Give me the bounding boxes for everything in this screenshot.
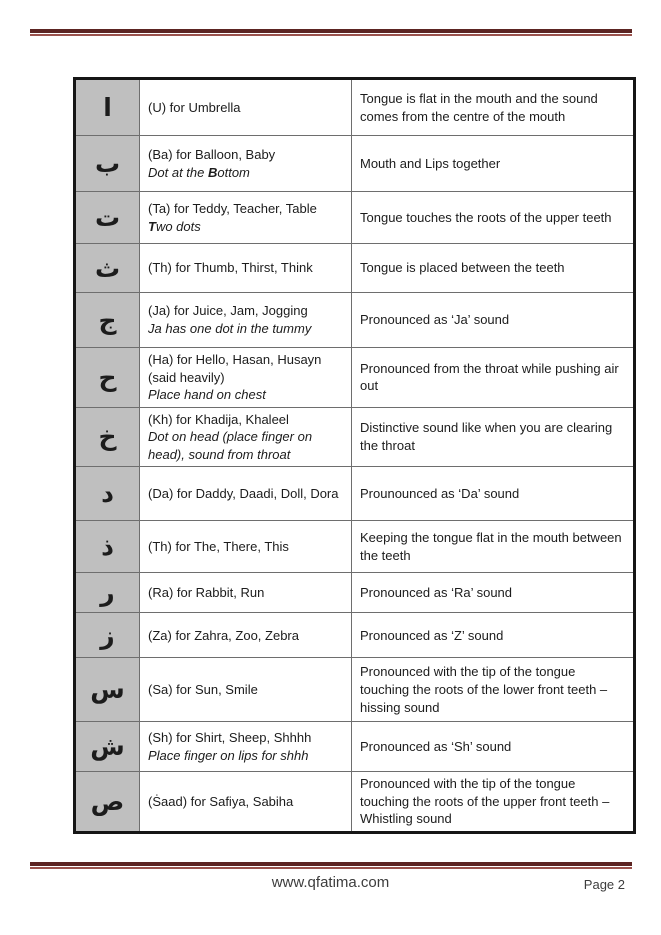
pronunciation-cell: Tongue touches the roots of the upper teeth: [352, 192, 635, 244]
pronunciation-cell: Tongue is placed between the teeth: [352, 244, 635, 293]
table-row: [75, 348, 635, 408]
pronunciation-cell: Pronounced from the throat while pushing air out: [352, 348, 635, 408]
mnemonic-text: (Kh) for Khadija, Khaleel: [148, 411, 289, 427]
header-rule: [30, 29, 632, 36]
mnemonic-text: (Da) for Daddy, Daadi, Doll, Dora: [148, 486, 339, 501]
arabic-letter-saad: ص: [75, 772, 140, 833]
mnemonic-note: Two dots: [148, 218, 201, 234]
table-row: [75, 573, 635, 613]
alphabet-table: [73, 77, 636, 834]
footer-page-number: Page 2: [583, 877, 625, 892]
mnemonic-cell: [140, 348, 352, 408]
arabic-letter-ta: ت: [75, 192, 140, 244]
mnemonic-text: (Ṡaad) for Safiya, Sabiha: [148, 793, 294, 809]
table-row: [75, 79, 635, 136]
mnemonic-cell: [140, 79, 352, 136]
arabic-letter-kha: خ: [75, 407, 140, 467]
footer-rule: [30, 862, 632, 869]
mnemonic-text: (Za) for Zahra, Zoo, Zebra: [148, 627, 299, 643]
mnemonic-cell: [140, 293, 352, 348]
arabic-letter-za: ز: [75, 613, 140, 658]
header-rule-thin-line: [30, 34, 632, 36]
pronunciation-cell: Pronounced with the tip of the tongue touching the roots of the lower front teeth – hissing sound: [352, 658, 635, 722]
mnemonic-text: (Sh) for Shirt, Sheep, Shhhh: [148, 730, 312, 746]
mnemonic-note: Place finger on lips for shhh: [148, 747, 309, 763]
table-row: [75, 613, 635, 658]
arabic-letter-tha: ث: [75, 244, 140, 293]
mnemonic-note: Dot at the Bottom: [148, 164, 250, 180]
mnemonic-note: Dot on head (place finger on head), sound from throat: [148, 429, 313, 462]
table-row: [75, 293, 635, 348]
arabic-letter-ra: ر: [75, 573, 140, 613]
mnemonic-cell: [140, 407, 352, 467]
pronunciation-cell: Pronounced with the tip of the tongue touching the roots of the upper front teeth – Whistling sound: [352, 772, 635, 833]
arabic-letter-dhal: ذ: [75, 521, 140, 573]
arabic-letter-seen: س: [75, 658, 140, 722]
footer-website: www.qfatima.com: [271, 874, 390, 891]
mnemonic-text: (Ba) for Balloon, Baby: [148, 146, 276, 162]
mnemonic-cell: [140, 772, 352, 833]
pronunciation-cell: Prounounced as ‘Da’ sound: [352, 467, 635, 521]
alphabet-table-body: [75, 79, 635, 833]
mnemonic-cell: [140, 136, 352, 192]
pronunciation-cell: Distinctive sound like when you are clearing the throat: [352, 407, 635, 467]
mnemonic-text: (Th) for The, There, This: [148, 539, 289, 554]
mnemonic-cell: [140, 244, 352, 293]
table-row: [75, 136, 635, 192]
arabic-letter-sheen: ش: [75, 722, 140, 772]
pronunciation-cell: Pronounced as ‘Sh’ sound: [352, 722, 635, 772]
footer-rule-thin-line: [30, 867, 632, 869]
mnemonic-cell: [140, 521, 352, 573]
mnemonic-note: Ja has one dot in the tummy: [148, 321, 312, 336]
mnemonic-cell: [140, 613, 352, 658]
arabic-letter-ba: ب: [75, 136, 140, 192]
table-row: [75, 722, 635, 772]
mnemonic-text: (Ha) for Hello, Hasan, Husayn (said heavily): [148, 352, 322, 385]
mnemonic-note: Place hand on chest: [148, 387, 266, 403]
pronunciation-cell: Keeping the tongue flat in the mouth between the teeth: [352, 521, 635, 573]
table-row: [75, 521, 635, 573]
table-row: [75, 407, 635, 467]
table-row: [75, 192, 635, 244]
mnemonic-cell: [140, 467, 352, 521]
table-row: [75, 244, 635, 293]
pronunciation-cell: Tongue is flat in the mouth and the sound comes from the centre of the mouth: [352, 79, 635, 136]
mnemonic-text: (Ra) for Rabbit, Run: [148, 585, 265, 600]
pronunciation-cell: Pronounced as ‘Ra’ sound: [352, 573, 635, 613]
table-row: [75, 772, 635, 833]
arabic-letter-alif: ا: [75, 79, 140, 136]
arabic-letter-jeem: ج: [75, 293, 140, 348]
mnemonic-text: (Ta) for Teddy, Teacher, Table: [148, 200, 317, 216]
pronunciation-cell: Mouth and Lips together: [352, 136, 635, 192]
pronunciation-cell: Pronounced as ‘Z’ sound: [352, 613, 635, 658]
table-row: [75, 467, 635, 521]
arabic-letter-dal: د: [75, 467, 140, 521]
table-row: [75, 658, 635, 722]
mnemonic-text: (Th) for Thumb, Thirst, Think: [148, 260, 313, 276]
mnemonic-cell: [140, 722, 352, 772]
mnemonic-text: (U) for Umbrella: [148, 99, 241, 115]
mnemonic-cell: [140, 573, 352, 613]
pronunciation-cell: Pronounced as ‘Ja’ sound: [352, 293, 635, 348]
mnemonic-cell: [140, 192, 352, 244]
mnemonic-text: (Ja) for Juice, Jam, Jogging: [148, 303, 308, 319]
mnemonic-cell: [140, 658, 352, 722]
arabic-letter-hha: ح: [75, 348, 140, 408]
mnemonic-text: (Sa) for Sun, Smile: [148, 682, 258, 697]
